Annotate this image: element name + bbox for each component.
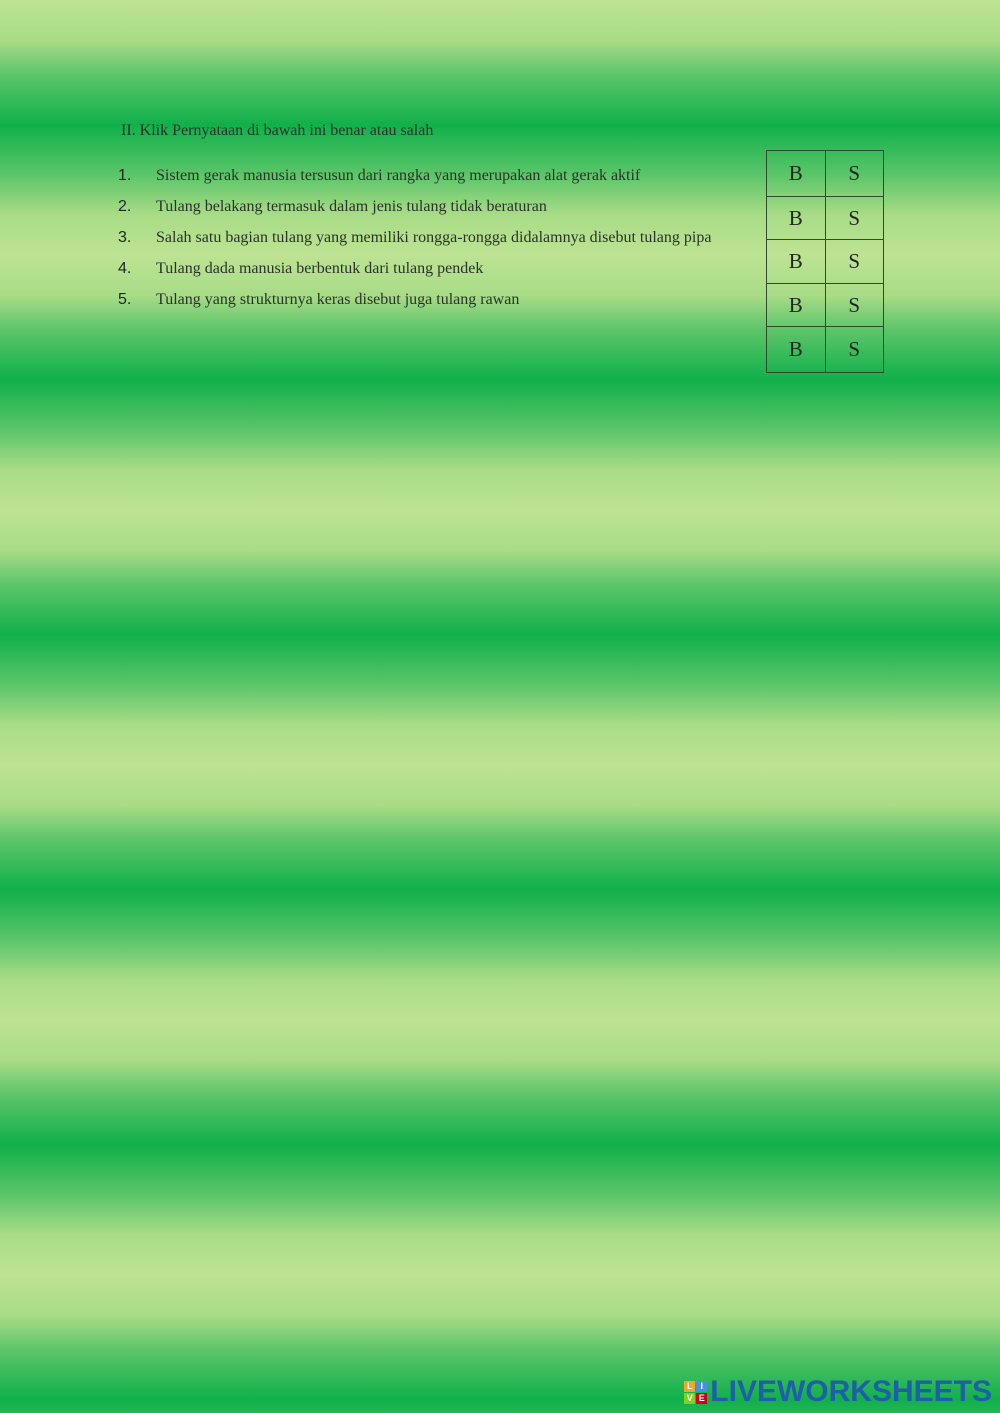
answer-grid [766, 150, 884, 373]
question-text: Sistem gerak manusia tersusun dari rangka yang merupakan alat gerak aktif [156, 167, 641, 184]
logo-text: LIVEWORKSHEETS [710, 1375, 992, 1408]
answer-row-5 [767, 327, 884, 373]
answer-salah-5[interactable]: S [825, 327, 884, 373]
question-item-4 [118, 255, 718, 282]
question-number: 5. [118, 291, 132, 308]
question-item-2 [118, 193, 718, 220]
instruction-heading: II. Klik Pernyataan di bawah ini benar atau salah [121, 122, 434, 139]
answer-row-4 [767, 284, 884, 327]
question-text: Tulang yang strukturnya keras disebut juga tulang rawan [156, 291, 520, 308]
question-text: Salah satu bagian tulang yang memiliki rongga-rongga didalamnya disebut tulang pipa [156, 229, 712, 246]
answer-salah-2[interactable]: S [825, 197, 884, 240]
question-text: Tulang dada manusia berbentuk dari tulang pendek [156, 260, 484, 277]
question-number: 2. [118, 198, 132, 215]
question-item-3 [118, 224, 718, 251]
answer-benar-5[interactable]: B [767, 327, 826, 373]
question-number: 1. [118, 167, 132, 184]
answer-row-3 [767, 240, 884, 284]
logo-badge-letter: E [696, 1393, 707, 1404]
answer-row-2 [767, 197, 884, 240]
answer-salah-4[interactable]: S [825, 284, 884, 327]
logo-badge-letter: L [684, 1381, 695, 1392]
answer-benar-2[interactable]: B [767, 197, 826, 240]
question-item-1 [118, 162, 718, 189]
answer-row-1 [767, 151, 884, 197]
answer-salah-1[interactable]: S [825, 151, 884, 197]
question-text: Tulang belakang termasuk dalam jenis tulang tidak beraturan [156, 198, 547, 215]
answer-benar-1[interactable]: B [767, 151, 826, 197]
question-number: 4. [118, 260, 132, 277]
logo-badge-letter: I [696, 1381, 707, 1392]
question-item-5 [118, 286, 718, 313]
answer-benar-4[interactable]: B [767, 284, 826, 327]
logo-badge-icon [684, 1381, 707, 1404]
answer-salah-3[interactable]: S [825, 240, 884, 284]
liveworksheets-logo [684, 1377, 992, 1407]
question-list [118, 162, 718, 317]
answer-benar-3[interactable]: B [767, 240, 826, 284]
question-number: 3. [118, 229, 132, 246]
logo-badge-letter: V [684, 1393, 695, 1404]
